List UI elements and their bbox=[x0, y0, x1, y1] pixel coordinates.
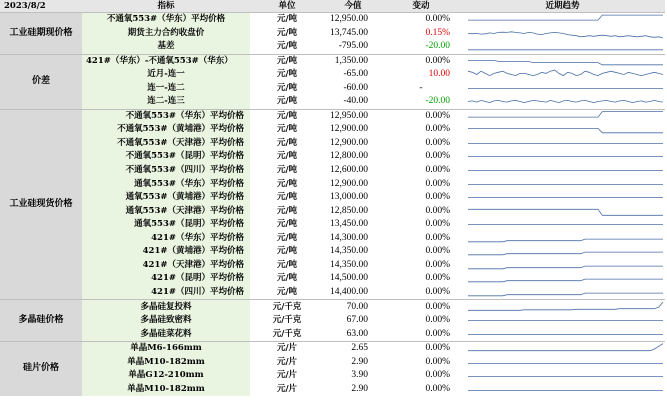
trend-line bbox=[468, 101, 663, 103]
trend-sparkline bbox=[460, 383, 665, 396]
indicator-name: 421#（华东）平均价格 bbox=[82, 232, 250, 246]
unit-cell: 元/吨 bbox=[276, 69, 298, 80]
change-cell: -20.00 bbox=[425, 96, 450, 107]
trend-cell bbox=[460, 68, 665, 82]
table-row bbox=[0, 259, 665, 273]
trend-sparkline bbox=[460, 259, 665, 272]
change-cell: 0.00% bbox=[425, 205, 450, 216]
unit-cell: 元/吨 bbox=[250, 54, 324, 68]
trend-cell bbox=[460, 40, 665, 54]
table-row bbox=[0, 369, 665, 383]
value-cell: 13,450.00 bbox=[330, 219, 368, 230]
change-cell: 0.00% bbox=[425, 383, 450, 394]
trend-cell bbox=[460, 328, 665, 342]
trend-cell bbox=[460, 232, 665, 246]
trend-line bbox=[468, 266, 663, 269]
trend-cell bbox=[460, 191, 665, 205]
header-row bbox=[0, 0, 665, 13]
value-cell: 2.65 bbox=[324, 342, 382, 356]
value-cell: 3.90 bbox=[351, 370, 368, 381]
header-indicator: 指标 bbox=[82, 0, 250, 13]
trend-sparkline bbox=[460, 218, 665, 231]
header-change: 变动 bbox=[382, 0, 460, 13]
value-cell: -40.00 bbox=[343, 96, 368, 107]
trend-line bbox=[468, 293, 663, 296]
indicator-name: 通氧553#（华东）平均价格 bbox=[82, 178, 250, 192]
unit-cell: 元/吨 bbox=[276, 246, 298, 257]
change-cell: 0.00% bbox=[425, 137, 450, 148]
trend-cell bbox=[460, 13, 665, 27]
trend-cell bbox=[460, 356, 665, 370]
trend-sparkline bbox=[460, 356, 665, 369]
trend-sparkline bbox=[460, 110, 665, 123]
unit-cell: 元/吨 bbox=[276, 27, 298, 38]
category-label: 价差 bbox=[0, 54, 82, 109]
header-trend: 近期趋势 bbox=[460, 0, 665, 13]
table-row bbox=[0, 286, 665, 300]
indicator-name: 不通氧553#（四川）平均价格 bbox=[82, 164, 250, 178]
table-row bbox=[0, 356, 665, 370]
unit-cell: 元/片 bbox=[276, 356, 298, 367]
table-row bbox=[0, 54, 665, 68]
indicator-name: 不通氧553#（黄埔港）平均价格 bbox=[82, 123, 250, 137]
header-date: 2023/8/2 bbox=[0, 0, 82, 13]
change-cell: 0.00% bbox=[425, 259, 450, 270]
trend-cell bbox=[460, 218, 665, 232]
table-row bbox=[0, 245, 665, 259]
trend-cell bbox=[460, 95, 665, 109]
value-cell: 13,745.00 bbox=[330, 27, 368, 38]
table-row bbox=[0, 342, 665, 356]
trend-sparkline bbox=[460, 95, 665, 108]
unit-cell: 元/吨 bbox=[276, 259, 298, 270]
value-cell: 63.00 bbox=[346, 328, 368, 339]
value-cell: 14,500.00 bbox=[330, 273, 368, 284]
trend-cell bbox=[460, 369, 665, 383]
indicator-name: 不通氧553#（天津港）平均价格 bbox=[82, 137, 250, 151]
trend-cell bbox=[460, 123, 665, 137]
table-row bbox=[0, 109, 665, 123]
value-cell: 13,000.00 bbox=[330, 192, 368, 203]
trend-sparkline bbox=[460, 123, 665, 136]
indicator-name: 不通氧553#（华东）平均价格 bbox=[82, 13, 250, 27]
trend-sparkline bbox=[460, 342, 665, 355]
header-unit: 单位 bbox=[250, 0, 324, 13]
table-row bbox=[0, 178, 665, 192]
trend-sparkline bbox=[460, 369, 665, 382]
value-cell: 14,350.00 bbox=[330, 246, 368, 257]
trend-cell bbox=[460, 137, 665, 151]
unit-cell: 元/吨 bbox=[276, 178, 298, 189]
indicator-name: 单晶M6-166mm bbox=[82, 342, 250, 356]
indicator-name: 单晶M10-182mm bbox=[82, 383, 250, 397]
change-cell: 0.00% bbox=[425, 328, 450, 339]
value-cell: 14,350.00 bbox=[330, 259, 368, 270]
change-cell: 0.00% bbox=[425, 273, 450, 284]
category-label: 硅片价格 bbox=[0, 342, 82, 397]
change-cell: 0.00% bbox=[382, 13, 460, 27]
trend-sparkline bbox=[460, 55, 665, 68]
change-cell: 0.00% bbox=[425, 232, 450, 243]
table-row bbox=[0, 150, 665, 164]
value-cell: 1,350.00 bbox=[324, 54, 382, 68]
table-row bbox=[0, 191, 665, 205]
trend-cell bbox=[460, 300, 665, 314]
value-cell: 12,900.00 bbox=[330, 124, 368, 135]
change-cell: 10.00 bbox=[428, 69, 450, 80]
trend-sparkline bbox=[460, 205, 665, 218]
indicator-name: 单晶M10-182mm bbox=[82, 356, 250, 370]
indicator-name: 不通氧553#（华东）平均价格 bbox=[82, 109, 250, 123]
trend-cell bbox=[460, 259, 665, 273]
value-cell: 14,300.00 bbox=[330, 232, 368, 243]
unit-cell: 元/吨 bbox=[276, 137, 298, 148]
unit-cell: 元/吨 bbox=[276, 82, 298, 93]
value-cell: -795.00 bbox=[338, 41, 368, 52]
value-cell: 2.90 bbox=[351, 356, 368, 367]
indicator-name: 多晶硅致密料 bbox=[82, 314, 250, 328]
unit-cell: 元/吨 bbox=[276, 232, 298, 243]
trend-cell bbox=[460, 109, 665, 123]
unit-cell: 元/吨 bbox=[276, 96, 298, 107]
indicator-name: 421#（天津港）平均价格 bbox=[82, 259, 250, 273]
value-cell: 2.90 bbox=[351, 383, 368, 394]
trend-line bbox=[468, 209, 663, 215]
change-cell: 0.00% bbox=[382, 300, 460, 314]
trend-line bbox=[468, 344, 663, 351]
table-row bbox=[0, 137, 665, 151]
value-cell: -65.00 bbox=[343, 69, 368, 80]
unit-cell: 元/千克 bbox=[272, 328, 302, 339]
trend-sparkline bbox=[460, 137, 665, 150]
trend-sparkline bbox=[460, 164, 665, 177]
trend-cell bbox=[460, 150, 665, 164]
unit-cell: 元/吨 bbox=[276, 273, 298, 284]
table-row bbox=[0, 40, 665, 54]
indicator-name: 连一-连二 bbox=[82, 82, 250, 96]
table-row bbox=[0, 164, 665, 178]
value-cell: 12,850.00 bbox=[330, 205, 368, 216]
category-label: 多晶硅价格 bbox=[0, 300, 82, 342]
indicator-name: 基差 bbox=[82, 40, 250, 54]
unit-cell: 元/吨 bbox=[276, 124, 298, 135]
trend-cell bbox=[460, 54, 665, 68]
trend-line bbox=[468, 70, 663, 76]
change-cell: 0.00% bbox=[425, 124, 450, 135]
change-cell: -20.00 bbox=[425, 41, 450, 52]
unit-cell: 元/片 bbox=[276, 383, 298, 394]
value-cell: 12,800.00 bbox=[330, 151, 368, 162]
indicator-name: 通氧553#（黄埔港）平均价格 bbox=[82, 191, 250, 205]
category-label: 工业硅期现价格 bbox=[0, 13, 82, 55]
trend-sparkline bbox=[460, 328, 665, 341]
change-cell: 0.00% bbox=[425, 165, 450, 176]
value-cell: 12,950.00 bbox=[324, 13, 382, 27]
trend-cell bbox=[460, 342, 665, 356]
unit-cell: 元/千克 bbox=[250, 300, 324, 314]
trend-line bbox=[468, 60, 663, 64]
table-row bbox=[0, 383, 665, 397]
indicator-name: 单晶G12-210mm bbox=[82, 369, 250, 383]
trend-cell bbox=[460, 245, 665, 259]
trend-sparkline bbox=[460, 300, 665, 313]
trend-line bbox=[468, 15, 663, 20]
unit-cell: 元/吨 bbox=[250, 109, 324, 123]
change-cell: 0.00% bbox=[425, 246, 450, 257]
trend-line bbox=[468, 129, 663, 133]
trend-cell bbox=[460, 27, 665, 41]
trend-sparkline bbox=[460, 245, 665, 258]
table-row bbox=[0, 314, 665, 328]
value-cell: 12,950.00 bbox=[324, 109, 382, 123]
header-today: 今值 bbox=[324, 0, 382, 13]
indicator-name: 近月-连一 bbox=[82, 68, 250, 82]
indicator-name: 连二-连三 bbox=[82, 95, 250, 109]
unit-cell: 元/吨 bbox=[250, 13, 324, 27]
table-row bbox=[0, 328, 665, 342]
unit-cell: 元/吨 bbox=[276, 165, 298, 176]
trend-cell bbox=[460, 82, 665, 96]
unit-cell: 元/千克 bbox=[272, 315, 302, 326]
value-cell: 67.00 bbox=[346, 315, 368, 326]
change-cell: 0.00% bbox=[382, 342, 460, 356]
indicator-name: 通氧553#（昆明）平均价格 bbox=[82, 218, 250, 232]
category-label: 工业硅现货价格 bbox=[0, 109, 82, 300]
value-cell: 12,600.00 bbox=[330, 165, 368, 176]
trend-sparkline bbox=[460, 40, 665, 53]
trend-sparkline bbox=[460, 232, 665, 245]
trend-cell bbox=[460, 286, 665, 300]
trend-cell bbox=[460, 205, 665, 219]
indicator-name: 多晶硅菜花料 bbox=[82, 328, 250, 342]
trend-cell bbox=[460, 164, 665, 178]
unit-cell: 元/吨 bbox=[276, 41, 298, 52]
table-row bbox=[0, 272, 665, 286]
unit-cell: 元/片 bbox=[250, 342, 324, 356]
value-cell: 12,900.00 bbox=[330, 178, 368, 189]
indicator-name: 421#（黄埔港）平均价格 bbox=[82, 245, 250, 259]
change-cell: 0.00% bbox=[425, 286, 450, 297]
change-cell: 0.00% bbox=[425, 192, 450, 203]
table-row bbox=[0, 232, 665, 246]
table-row bbox=[0, 123, 665, 137]
trend-sparkline bbox=[460, 178, 665, 191]
trend-sparkline bbox=[460, 150, 665, 163]
value-cell: 12,900.00 bbox=[330, 137, 368, 148]
table-row bbox=[0, 13, 665, 27]
trend-cell bbox=[460, 314, 665, 328]
trend-sparkline bbox=[460, 68, 665, 81]
indicator-name: 通氧553#（天津港）平均价格 bbox=[82, 205, 250, 219]
change-cell: 0.00% bbox=[425, 315, 450, 326]
trend-line bbox=[468, 279, 663, 282]
indicator-name: 421#（四川）平均价格 bbox=[82, 286, 250, 300]
indicator-name: 421#（华东）-不通氧553#（华东） bbox=[82, 54, 250, 68]
change-cell: 0.00% bbox=[425, 356, 450, 367]
change-cell: 0.00% bbox=[382, 109, 460, 123]
trend-cell bbox=[460, 178, 665, 192]
trend-line bbox=[468, 239, 663, 242]
trend-sparkline bbox=[460, 286, 665, 299]
table-row bbox=[0, 82, 665, 96]
table-row bbox=[0, 27, 665, 41]
trend-cell bbox=[460, 383, 665, 397]
indicator-name: 期货主力合约收盘价 bbox=[82, 27, 250, 41]
trend-sparkline bbox=[460, 27, 665, 40]
change-cell: 0.15% bbox=[425, 27, 450, 38]
unit-cell: 元/吨 bbox=[276, 205, 298, 216]
trend-sparkline bbox=[460, 82, 665, 95]
trend-line bbox=[468, 303, 663, 311]
unit-cell: 元/吨 bbox=[276, 192, 298, 203]
table-row bbox=[0, 300, 665, 314]
unit-cell: 元/吨 bbox=[276, 151, 298, 162]
unit-cell: 元/片 bbox=[276, 370, 298, 381]
trend-sparkline bbox=[460, 272, 665, 285]
indicator-name: 多晶硅复投料 bbox=[82, 300, 250, 314]
change-cell: 0.00% bbox=[425, 219, 450, 230]
value-cell: -60.00 bbox=[343, 82, 368, 93]
value-cell: 14,400.00 bbox=[330, 286, 368, 297]
unit-cell: 元/吨 bbox=[276, 286, 298, 297]
trend-sparkline bbox=[460, 13, 665, 26]
trend-sparkline bbox=[460, 191, 665, 204]
trend-line bbox=[468, 31, 663, 37]
change-cell: 0.00% bbox=[425, 151, 450, 162]
change-cell: 0.00% bbox=[425, 370, 450, 381]
trend-sparkline bbox=[460, 314, 665, 327]
table-row bbox=[0, 68, 665, 82]
unit-cell: 元/吨 bbox=[276, 219, 298, 230]
table-row bbox=[0, 95, 665, 109]
table-row bbox=[0, 218, 665, 232]
change-cell: 0.00% bbox=[382, 54, 460, 68]
indicator-name: 不通氧553#（昆明）平均价格 bbox=[82, 150, 250, 164]
trend-line bbox=[468, 111, 663, 117]
trend-line bbox=[468, 252, 663, 255]
change-cell: 0.00% bbox=[425, 178, 450, 189]
indicator-name: 421#（昆明）平均价格 bbox=[82, 272, 250, 286]
trend-cell bbox=[460, 272, 665, 286]
change-cell: - bbox=[419, 82, 423, 93]
value-cell: 70.00 bbox=[324, 300, 382, 314]
table-row bbox=[0, 205, 665, 219]
